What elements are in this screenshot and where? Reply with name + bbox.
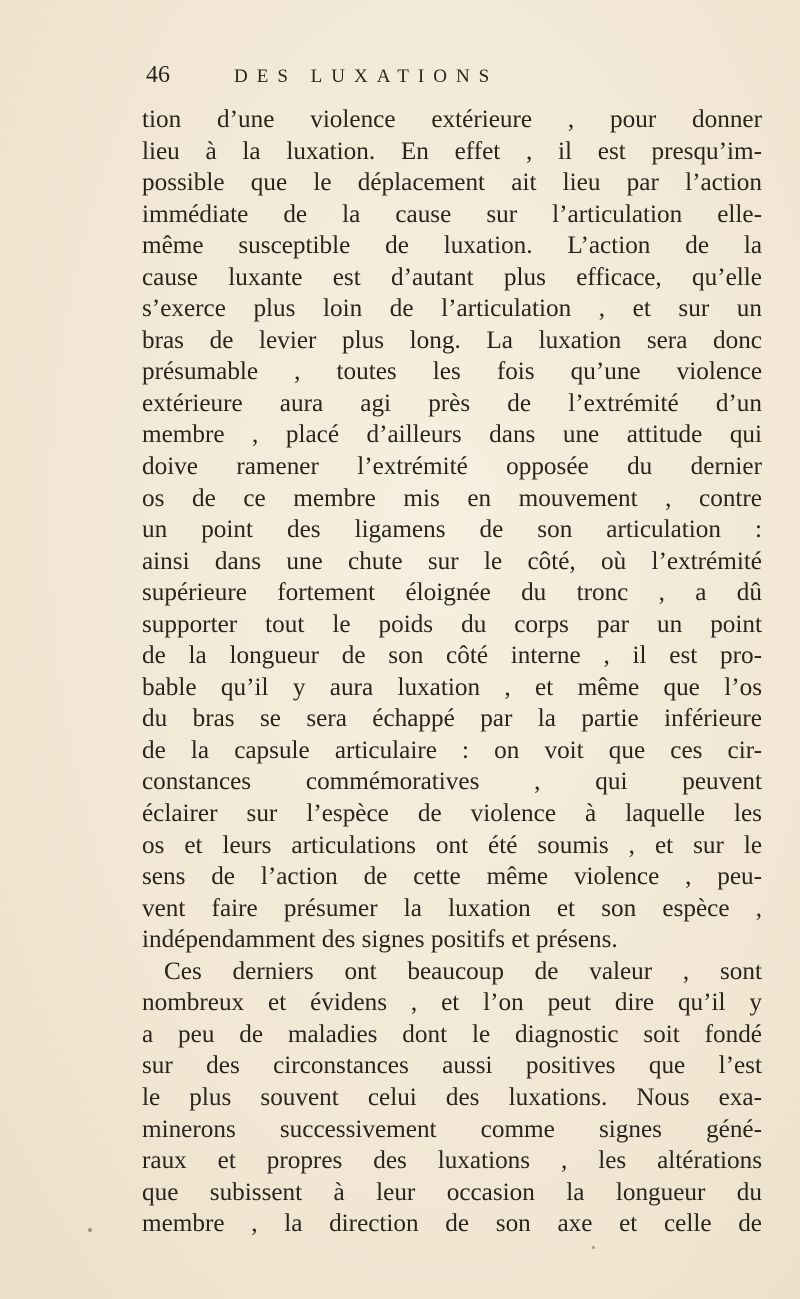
text-line: même susceptible de luxation. L’action de la [142, 232, 762, 260]
text-line: un point des ligamens de son articulation : [142, 516, 762, 544]
text-line: ainsi dans une chute sur le côté, où l’extrémité [142, 547, 762, 575]
text-line: nombreux et évidens , et l’on peut dire qu’il y [142, 989, 762, 1017]
text-line: os de ce membre mis en mouvement , contre [142, 484, 762, 512]
text-line: vent faire présumer la luxation et son espèce , [142, 894, 762, 922]
text-line: constances commémoratives , qui peuvent [142, 768, 762, 796]
body-text [142, 104, 762, 1240]
text-line: extérieure aura agi près de l’extrémité d’un [142, 389, 762, 417]
paragraph-1 [142, 104, 762, 956]
page-number: 46 [146, 62, 170, 88]
text-line: raux et propres des luxations , les altérations [142, 1147, 762, 1175]
text-line: doive ramener l’extrémité opposée du dernier [142, 453, 762, 481]
text-line: que subissent à leur occasion la longueur du [142, 1178, 762, 1206]
text-line: lieu à la luxation. En effet , il est presqu’im- [142, 137, 762, 165]
text-line: tion d’une violence extérieure , pour donner [142, 106, 762, 133]
text-line: bras de levier plus long. La luxation sera donc [142, 326, 762, 354]
text-line: bable qu’il y aura luxation , et même que l’os [142, 673, 762, 701]
paper-speck [592, 1246, 595, 1249]
text-line: os et leurs articulations ont été soumis , et sur le [142, 831, 762, 859]
text-line: possible que le déplacement ait lieu par l’action [142, 169, 762, 197]
text-line: supérieure fortement éloignée du tronc , a dû [142, 579, 762, 607]
text-line: indépendamment des signes positifs et présens. [142, 926, 618, 954]
running-head: DES LUXATIONS [234, 66, 499, 87]
text-line: a peu de maladies dont le diagnostic soit fondé [142, 1020, 762, 1048]
text-line: éclairer sur l’espèce de violence à laquelle les [142, 800, 762, 828]
text-line: s’exerce plus loin de l’articulation , et sur un [142, 295, 762, 323]
paragraph-2 [142, 956, 762, 1240]
text-line: présumable , toutes les fois qu’une violence [142, 358, 762, 386]
paper-speck [88, 1228, 92, 1232]
text-line: sur des circonstances aussi positives que l’est [142, 1052, 762, 1080]
text-line: Ces derniers ont beaucoup de valeur , sont [164, 957, 762, 985]
text-line: immédiate de la cause sur l’articulation elle- [142, 200, 762, 228]
text-line: de la capsule articulaire : on voit que ces cir- [142, 736, 762, 764]
text-line: supporter tout le poids du corps par un point [142, 610, 762, 638]
text-line: sens de l’action de cette même violence , peu- [142, 863, 762, 891]
text-line: cause luxante est d’autant plus efficace, qu’elle [142, 263, 762, 291]
text-line: minerons successivement comme signes géné- [142, 1115, 762, 1143]
text-line: membre , placé d’ailleurs dans une attitude qui [142, 421, 762, 449]
text-line: membre , la direction de son axe et celle de [142, 1210, 762, 1238]
text-line: de la longueur de son côté interne , il est pro- [142, 642, 762, 670]
text-line: le plus souvent celui des luxations. Nous exa- [142, 1083, 762, 1111]
text-line: du bras se sera échappé par la partie inférieure [142, 705, 762, 733]
page-header [146, 62, 666, 96]
